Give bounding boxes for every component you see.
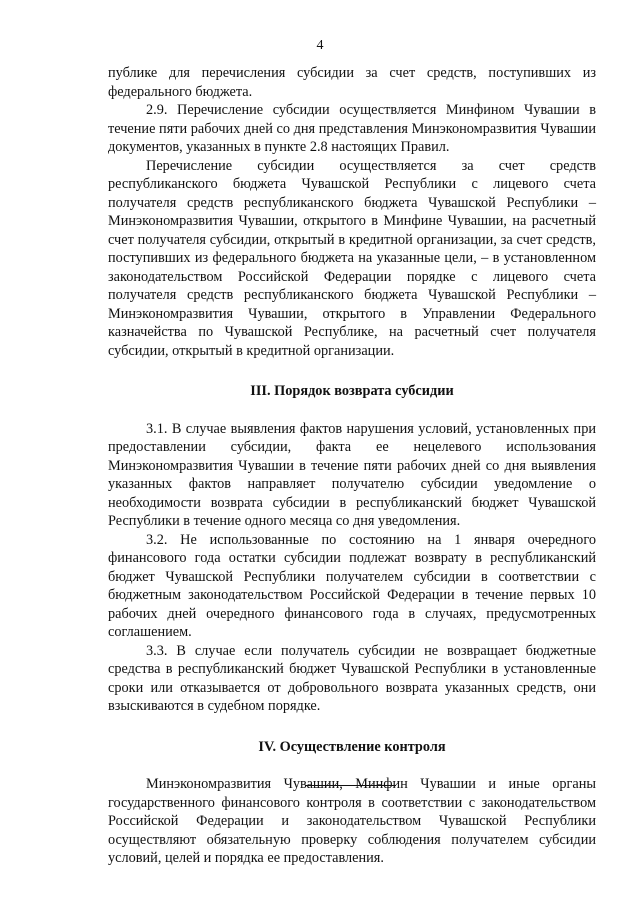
paragraph-3-3: 3.3. В случае если получатель субсидии не возвращает бюджетные средства в республиканский бюджет Чувашской Республики в установленные сроки или отказывается от добровольного возврата указанных средств, они взыскиваются в судебном порядке. bbox=[108, 642, 596, 714]
end-of-document-rule bbox=[306, 785, 396, 786]
page-number: 4 bbox=[316, 38, 324, 53]
paragraph-3-2: 3.2. Не использованные по состоянию на 1 января очередного финансового года остатки субсидии подлежат возврату в республиканский бюджет Чувашской Республики получателем субсидии в соответствии с бюджетным законодательством Российской Федерации в течение первых 10 рабочих дней очередного финансового года в случаях, предусмотренных соглашением. bbox=[108, 531, 596, 640]
paragraph-continuation: публике для перечисления субсидии за счет средств, поступивших из федерального бюджета. bbox=[108, 65, 596, 100]
section-heading-iv: IV. Осуществление контроля bbox=[258, 738, 446, 755]
paragraph-transfer-details: Перечисление субсидии осуществляется за счет средств республиканского бюджета Чувашской Республики с лицевого счета получателя средств республиканского бюджета Чувашской Республики – Минэкономразвития Чувашии, открытого в Минфине Чувашии, на расчетный счет получателя субсидии, открытый в кредитной организации, за счет средств, поступивших из федерального бюджета на указанные цели, – в установленном законодательством Российской Федерации порядке с лицевого счета получателя средств республиканского бюджета Чувашской Республики – Минэкономразвития Чувашии, открытого в Управлении Федерального казначейства по Чувашской Республике, на расчетный счет получателя субсидии, открытый в кредитной организации. bbox=[108, 157, 596, 359]
section-heading-iii: III. Порядок возврата субсидии bbox=[250, 383, 454, 399]
document-body bbox=[108, 64, 596, 868]
paragraph-2-9: 2.9. Перечисление субсидии осуществляется Минфином Чувашии в течение пяти рабочих дней со дня представления Минэкономразвития Чувашии документов, указанных в пункте 2.8 настоящих Правил. bbox=[108, 102, 596, 155]
spacer bbox=[108, 401, 596, 420]
spacer bbox=[108, 360, 596, 382]
paragraph-3-1: 3.1. В случае выявления фактов нарушения условий, установленных при предоставлении субсидии, факта ее нецелевого использования Минэкономразвития Чувашии в течение пяти рабочих дней со дня выявления указанных фактов направляет получателю субсидии уведомление о необходимости возврата субсидии в республиканский бюджет Чувашской Республики в течение одного месяца со дня уведомления. bbox=[108, 420, 596, 529]
spacer bbox=[108, 756, 596, 775]
spacer bbox=[108, 716, 596, 738]
paragraph-control: Минэкономразвития Чувашии, Минфин Чувашии и иные органы государственного финансового контроля в соответствии с законодательством Российской Федерации и законодательством Чувашской Республики осуществляют обязательную проверку соблюдения получателем субсидии условий, целей и порядка ее предоставления. bbox=[108, 776, 596, 866]
